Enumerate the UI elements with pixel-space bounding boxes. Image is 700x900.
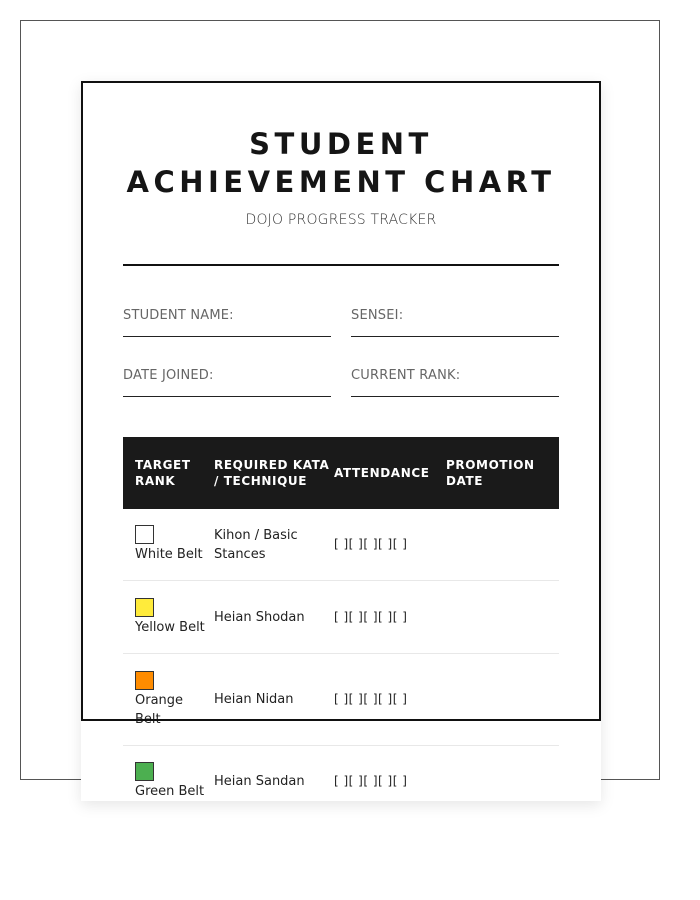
header-required-kata: REQUIRED KATA / TECHNIQUE — [214, 458, 330, 488]
attendance-checkboxes[interactable]: [ ][ ][ ][ ][ ] — [334, 692, 408, 706]
table-row — [123, 509, 559, 581]
kata-cell: Heian Sandan — [214, 773, 305, 789]
rank-cell — [123, 525, 214, 564]
title-divider — [123, 264, 559, 266]
page-subtitle: DOJO PROGRESS TRACKER — [245, 212, 437, 228]
rank-cell — [123, 671, 193, 729]
header-target-rank: TARGET RANK — [135, 458, 191, 488]
current-rank-field[interactable]: CURRENT RANK: — [351, 364, 559, 397]
rank-name: Green Belt — [135, 783, 205, 799]
attendance-checkboxes[interactable]: [ ][ ][ ][ ][ ] — [334, 537, 408, 551]
student-info-fields — [123, 304, 559, 424]
sensei-field[interactable]: SENSEI: — [351, 304, 559, 337]
rank-name: White Belt — [135, 547, 203, 562]
rank-name: Yellow Belt — [135, 619, 205, 635]
kata-cell: Kihon / Basic Stances — [214, 527, 298, 562]
student-name-field[interactable]: STUDENT NAME: — [123, 304, 331, 337]
rank-cell — [123, 598, 214, 637]
belt-color-swatch — [135, 598, 154, 617]
belt-color-swatch — [135, 525, 154, 544]
chart-content — [123, 81, 559, 816]
table-row — [123, 746, 559, 816]
rank-cell — [123, 762, 214, 801]
table-header-row — [123, 437, 559, 509]
achievement-table — [123, 437, 559, 816]
header-attendance: ATTENDANCE — [334, 466, 430, 480]
rank-name: Orange Belt — [135, 692, 184, 727]
belt-color-swatch — [135, 762, 154, 781]
page-title: STUDENT ACHIEVEMENT CHART — [126, 127, 556, 199]
kata-cell: Heian Shodan — [214, 609, 305, 625]
date-joined-field[interactable]: DATE JOINED: — [123, 364, 331, 397]
attendance-checkboxes[interactable]: [ ][ ][ ][ ][ ] — [334, 609, 408, 624]
table-row — [123, 654, 559, 746]
attendance-checkboxes[interactable]: [ ][ ][ ][ ][ ] — [334, 773, 408, 788]
belt-color-swatch — [135, 671, 154, 690]
kata-cell: Heian Nidan — [214, 692, 294, 707]
header-promotion-date: PROMOTION DATE — [446, 458, 535, 488]
table-row — [123, 581, 559, 654]
